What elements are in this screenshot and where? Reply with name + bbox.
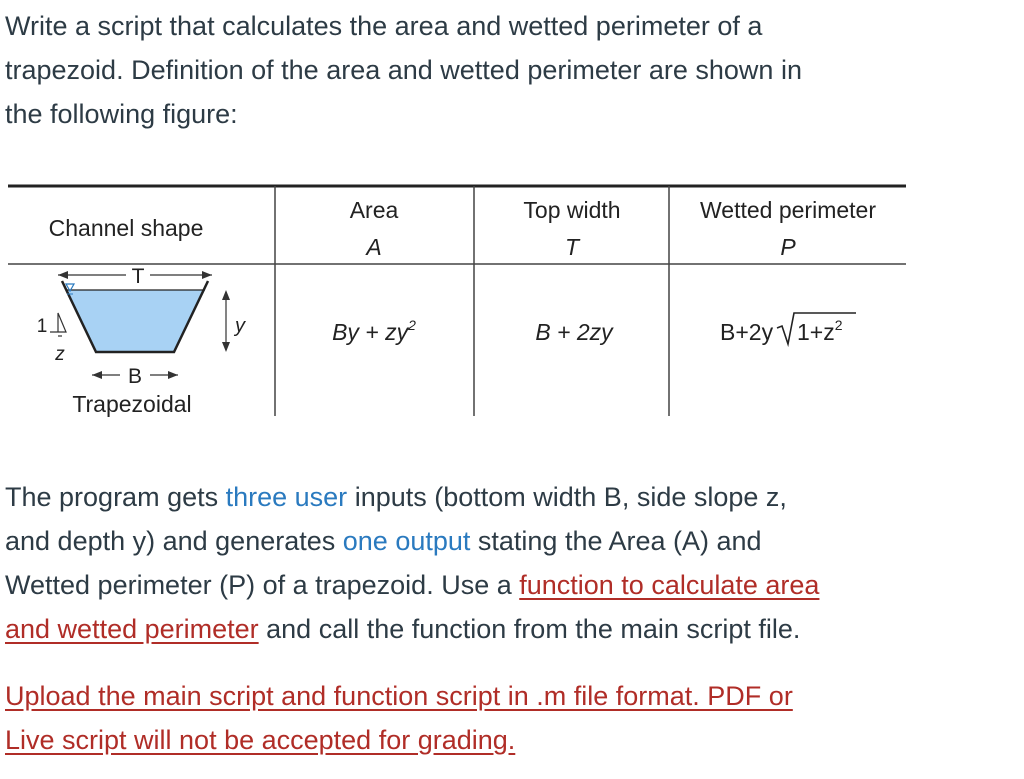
label-slope-run: z bbox=[55, 344, 65, 365]
function-link[interactable]: and wetted perimeter bbox=[5, 614, 259, 644]
body-text: and depth y) and generates bbox=[5, 526, 343, 556]
area-formula-exponent: 2 bbox=[408, 317, 416, 333]
function-link[interactable]: function to calculate area bbox=[519, 570, 820, 600]
perimeter-formula-radicand bbox=[797, 317, 843, 345]
top-width-formula: B + 2zy bbox=[535, 319, 613, 345]
header-wetted-perimeter-symbol: P bbox=[780, 234, 796, 260]
body-text: inputs (bottom width B, side slope z, bbox=[347, 482, 787, 512]
channel-shape-figure bbox=[8, 178, 906, 418]
intro-line-3: the following figure: bbox=[5, 99, 238, 129]
highlight-three-user: three user bbox=[225, 482, 348, 512]
upload-note-line-2[interactable]: Live script will not be accepted for grading. bbox=[5, 725, 516, 755]
label-top-width: T bbox=[131, 265, 145, 288]
wetted-perimeter-formula bbox=[720, 313, 856, 345]
arrow-head-icon bbox=[92, 371, 102, 379]
header-top-width-symbol: T bbox=[564, 234, 580, 260]
body-text: stating the Area (A) and bbox=[470, 526, 762, 556]
header-area-symbol: A bbox=[366, 234, 382, 260]
upload-note-line-1[interactable]: Upload the main script and function script in .m file format. PDF or bbox=[5, 681, 793, 711]
water-fill bbox=[66, 290, 205, 352]
trapezoid-diagram bbox=[37, 265, 246, 417]
label-bottom-width: B bbox=[127, 365, 143, 388]
header-area: Area bbox=[349, 197, 399, 223]
header-wetted-perimeter: Wetted perimeter bbox=[700, 197, 876, 223]
intro-line-1: Write a script that calculates the area and wetted perimeter of a bbox=[5, 11, 763, 41]
label-depth: y bbox=[235, 315, 245, 337]
area-formula bbox=[332, 317, 416, 345]
perimeter-formula-prefix: B+2y bbox=[720, 319, 774, 345]
intro-line-2: trapezoid. Definition of the area and wetted perimeter are shown in bbox=[5, 55, 802, 85]
arrow-head-icon bbox=[202, 271, 212, 279]
arrow-head-icon bbox=[168, 371, 178, 379]
highlight-one-output: one output bbox=[342, 526, 471, 556]
body-text: The program gets bbox=[5, 482, 226, 512]
shape-name: Trapezoidal bbox=[72, 391, 192, 417]
body-text: and call the function from the main script file. bbox=[258, 614, 801, 644]
perimeter-exponent: 2 bbox=[834, 317, 843, 333]
arrow-head-icon bbox=[222, 342, 230, 352]
body-paragraph bbox=[5, 475, 1015, 651]
upload-note bbox=[5, 674, 1015, 762]
arrow-head-icon bbox=[58, 271, 68, 279]
header-channel-shape: Channel shape bbox=[48, 215, 204, 241]
header-top-width: Top width bbox=[523, 197, 621, 223]
perimeter-radicand-text: 1+z bbox=[797, 319, 835, 345]
area-formula-base: By + zy bbox=[332, 319, 409, 345]
body-text: Wetted perimeter (P) of a trapezoid. Use a bbox=[5, 570, 520, 600]
slope-triangle bbox=[50, 313, 66, 332]
arrow-head-icon bbox=[222, 290, 230, 300]
label-slope-rise: 1 bbox=[36, 316, 48, 337]
intro-paragraph bbox=[5, 4, 1005, 136]
